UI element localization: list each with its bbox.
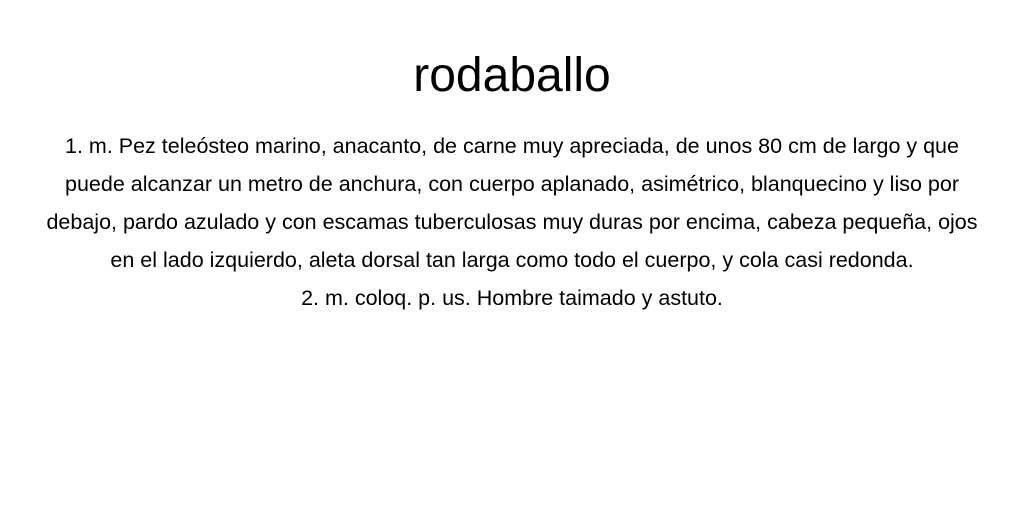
definition-1: 1. m. Pez teleósteo marino, anacanto, de carne muy apreciada, de unos 80 cm de largo y que puede alcanzar un metro de anchura, con cuerpo aplanado, asimétrico, blanquecino y liso por debajo, pardo azulado y con escamas tuberculosas muy duras por encima, cabeza pequeña, ojos en el lado izquierdo, aleta dorsal tan larga como todo el cuerpo, y cola casi redonda. [46, 134, 978, 272]
headword: rodaballo [413, 49, 611, 102]
definition-2: 2. m. coloq. p. us. Hombre taimado y astuto. [301, 286, 723, 310]
definition-list [40, 127, 984, 317]
